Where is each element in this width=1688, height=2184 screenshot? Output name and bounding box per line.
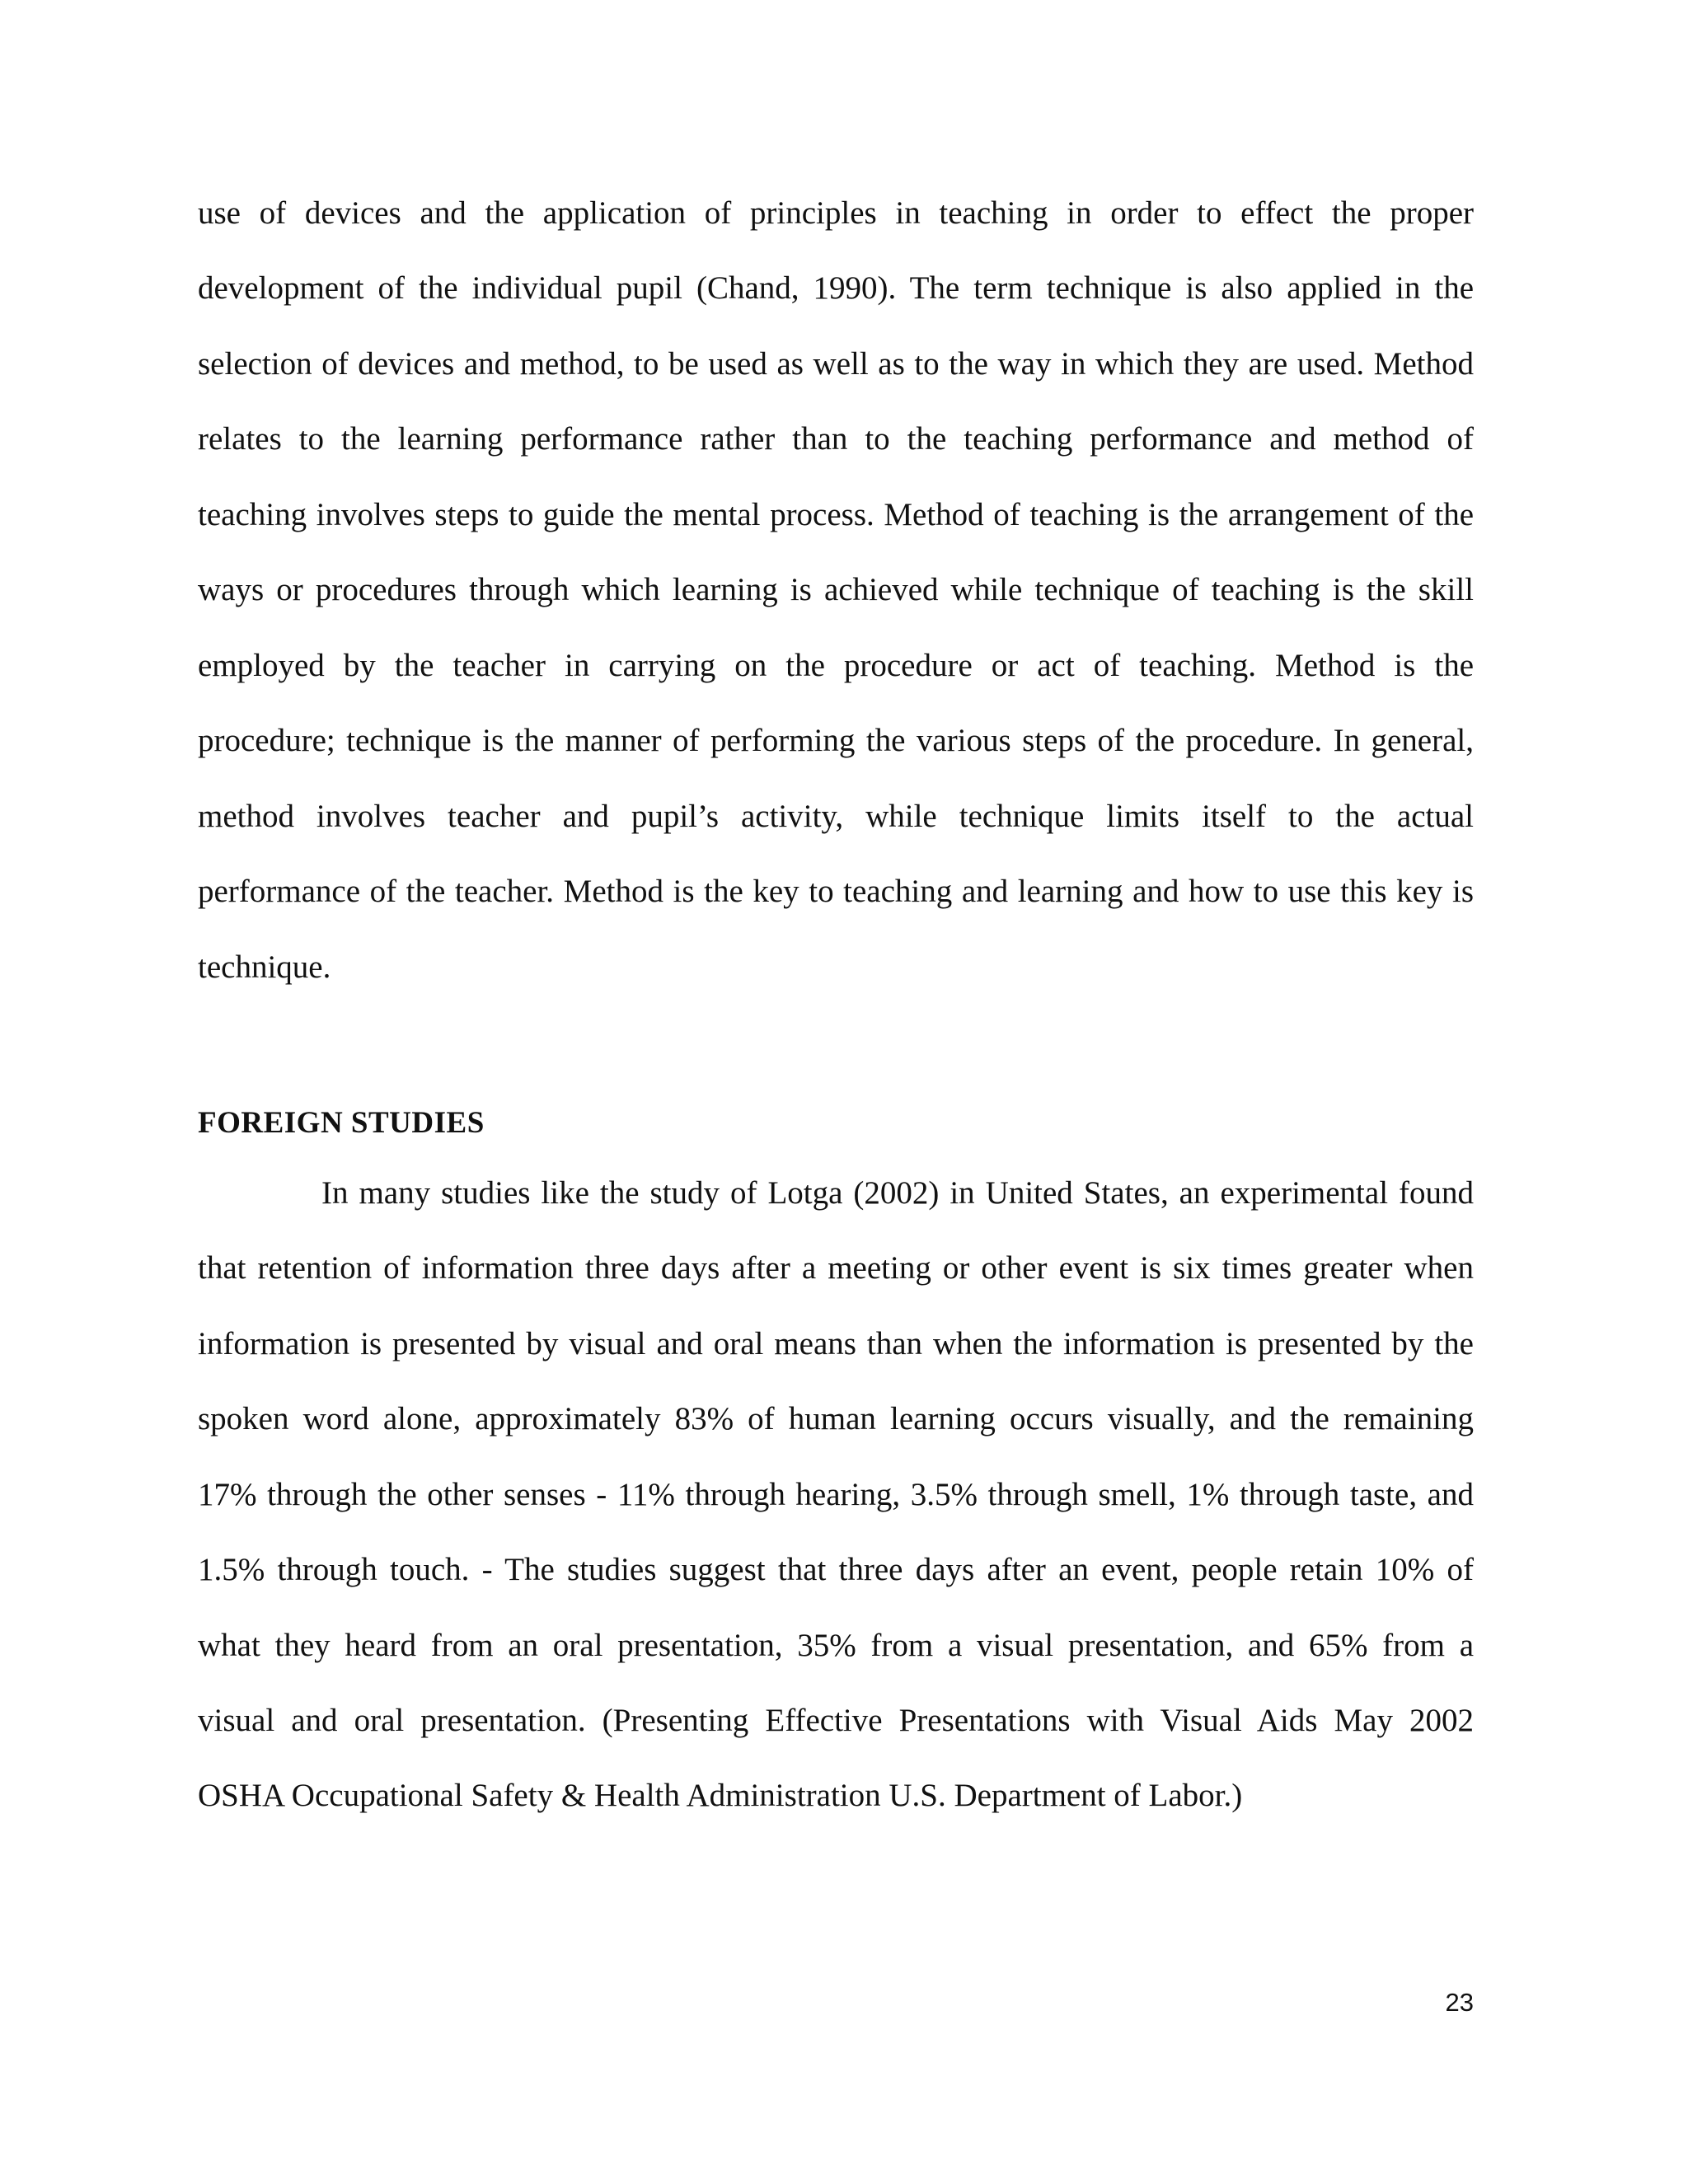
paragraph-line: employed by the teacher in carrying on the procedure or act of teaching. Method is the [198, 648, 1474, 683]
paragraph-line: technique. [198, 949, 331, 985]
paragraph-line: that retention of information three days after a meeting or other event is six times greater when [198, 1250, 1474, 1286]
paragraph-line: visual and oral presentation. (Presenting Effective Presentations with Visual Aids May 2002 [198, 1703, 1474, 1738]
paragraph-line: method involves teacher and pupil’s activity, while technique limits itself to the actual [198, 799, 1474, 834]
paragraph-line: use of devices and the application of principles in teaching in order to effect the proper [198, 195, 1474, 231]
paragraph-line: procedure; technique is the manner of performing the various steps of the procedure. In general, [198, 723, 1474, 758]
paragraph-line: 1.5% through touch. - The studies suggest that three days after an event, people retain 10% of [198, 1552, 1474, 1587]
paragraph-line: In many studies like the study of Lotga (2002) in United States, an experimental found [321, 1175, 1474, 1211]
paragraph-line: performance of the teacher. Method is the key to teaching and learning and how to use this key is [198, 874, 1474, 909]
paragraph-line: selection of devices and method, to be used as well as to the way in which they are used. Method [198, 346, 1474, 382]
paragraph-line: relates to the learning performance rather than to the teaching performance and method of [198, 421, 1474, 457]
section-heading: FOREIGN STUDIES [198, 1106, 485, 1140]
paragraph-line: development of the individual pupil (Chand, 1990). The term technique is also applied in the [198, 270, 1474, 306]
page-number: 23 [1445, 1988, 1474, 2017]
paragraph-line: ways or procedures through which learning is achieved while technique of teaching is the skill [198, 572, 1474, 607]
paragraph-line: information is presented by visual and oral means than when the information is presented by the [198, 1326, 1474, 1361]
paragraph-line: 17% through the other senses - 11% through hearing, 3.5% through smell, 1% through taste, and [198, 1477, 1474, 1512]
paragraph-line: spoken word alone, approximately 83% of human learning occurs visually, and the remaining [198, 1401, 1474, 1436]
paragraph-line: what they heard from an oral presentation, 35% from a visual presentation, and 65% from a [198, 1628, 1474, 1663]
paragraph-line: OSHA Occupational Safety & Health Administration U.S. Department of Labor.) [198, 1778, 1243, 1813]
paragraph-line: teaching involves steps to guide the mental process. Method of teaching is the arrangement of the [198, 497, 1474, 532]
